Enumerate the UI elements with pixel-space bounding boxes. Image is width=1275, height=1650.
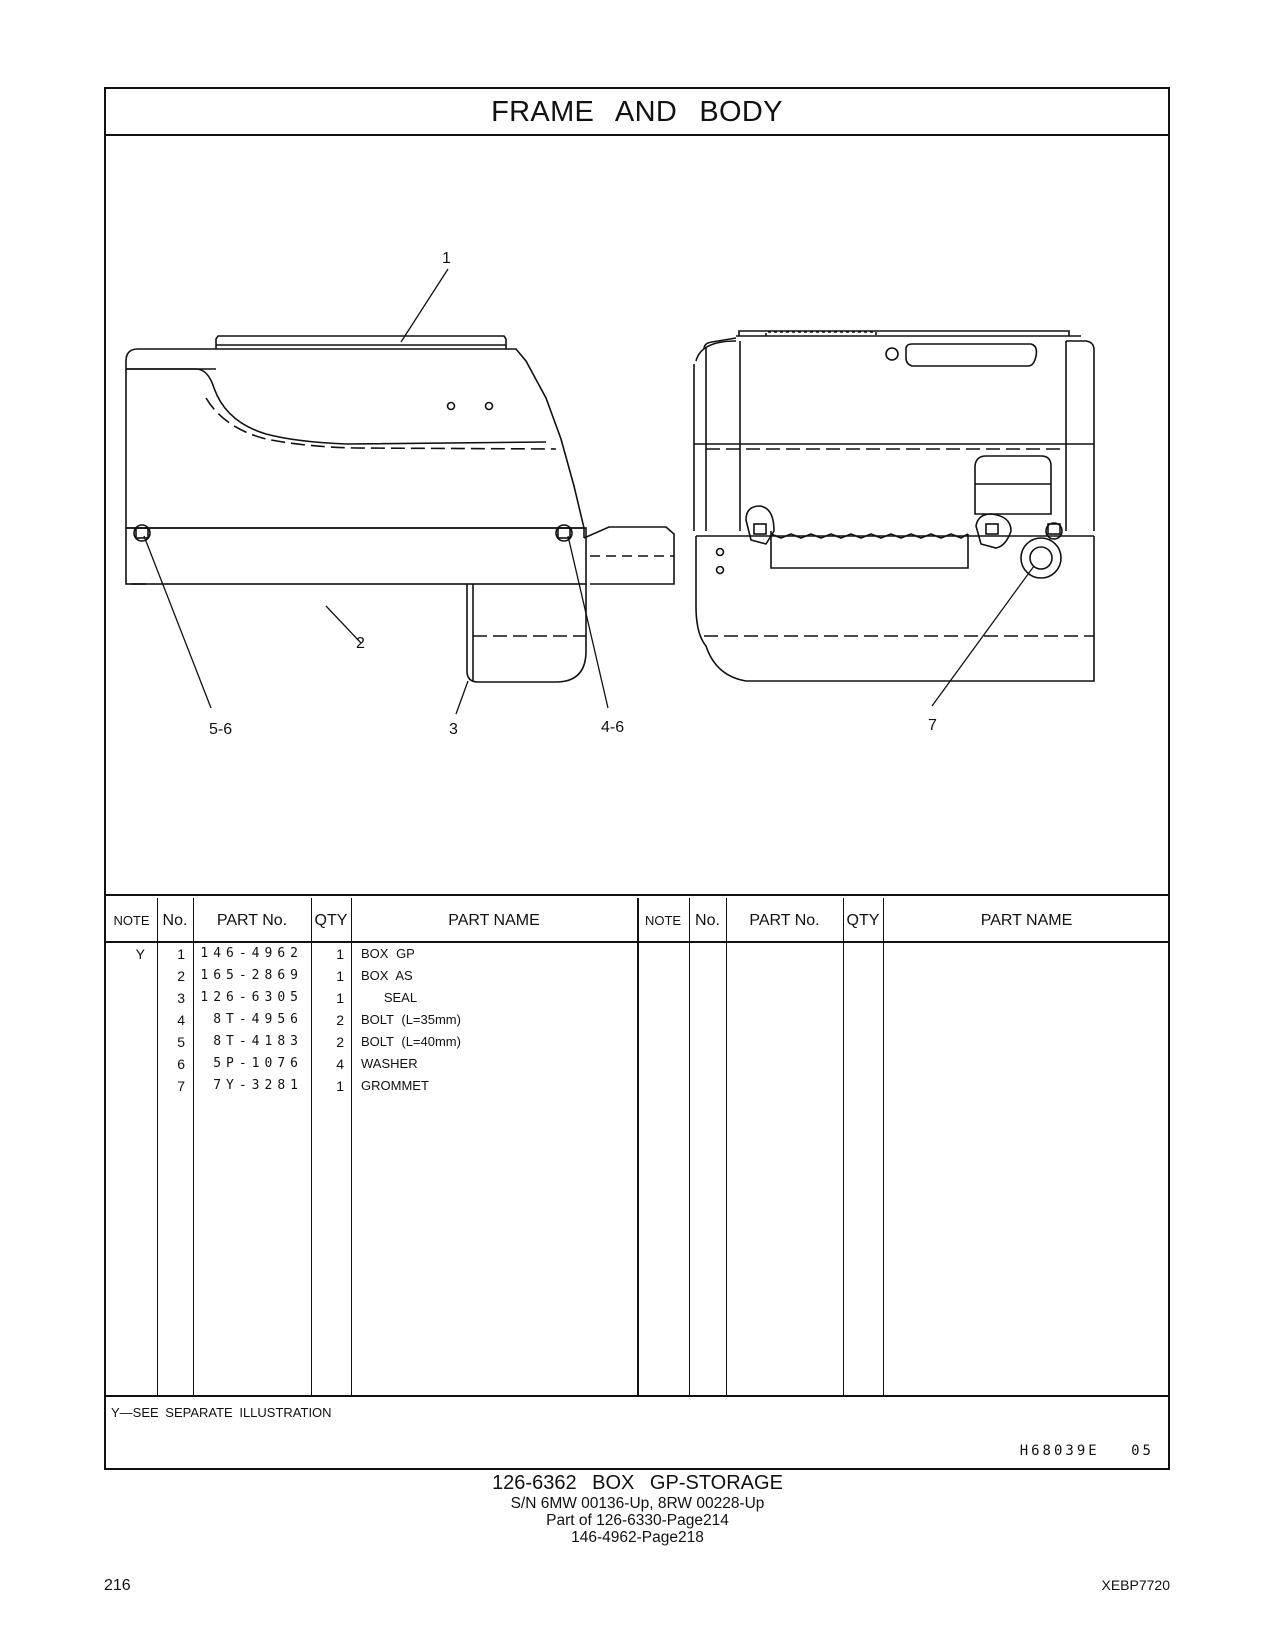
- row-note: [106, 1053, 157, 1075]
- parts-page-frame: [104, 87, 1170, 1470]
- row-part-name: BOX AS: [361, 968, 413, 983]
- row-no: 6: [177, 1056, 185, 1072]
- row-note: [106, 1009, 157, 1031]
- row-note: Y: [135, 946, 145, 962]
- row-no: 7: [177, 1078, 185, 1094]
- row-qty: 2: [336, 1034, 344, 1050]
- table-row: [106, 1053, 651, 1075]
- header-part-name: PART NAME: [448, 912, 540, 929]
- footnote-area: [106, 1397, 1168, 1472]
- row-part-name: BOLT (L=40mm): [361, 1034, 461, 1049]
- header-note-2: NOTE: [644, 913, 682, 928]
- parts-illustration: [106, 136, 1168, 896]
- callout-4-6: 4-6: [601, 719, 625, 736]
- row-no: 1: [177, 946, 185, 962]
- row-qty: 4: [336, 1056, 344, 1072]
- table-header: [106, 898, 1168, 943]
- col-divider: [883, 898, 884, 1395]
- header-qty-2: QTY: [846, 912, 880, 929]
- page-title: FRAME AND BODY: [491, 96, 783, 128]
- header-part-no-2: PART No.: [749, 912, 820, 929]
- row-no: 4: [177, 1012, 185, 1028]
- row-part-name: BOX GP: [361, 946, 415, 961]
- col-divider: [843, 898, 844, 1395]
- row-part-no: 5P-1076: [213, 1056, 303, 1071]
- child-reference: 146-4962-Page218: [571, 1529, 704, 1546]
- assembly-caption: 126-6362 BOX GP-STORAGE: [492, 1472, 783, 1494]
- row-part-no: 7Y-3281: [213, 1078, 303, 1093]
- row-no: 2: [177, 968, 185, 984]
- header-part-no: PART No.: [216, 912, 288, 929]
- table-row: [106, 987, 651, 1009]
- header-no-2: No.: [695, 912, 720, 929]
- footnote: Y—SEE SEPARATE ILLUSTRATION: [111, 1405, 332, 1420]
- table-row: [106, 965, 651, 987]
- row-part-no: 146-4962: [200, 946, 303, 961]
- col-divider: [726, 898, 727, 1395]
- row-part-name: BOLT (L=35mm): [361, 1012, 461, 1027]
- header-note: NOTE: [113, 913, 150, 928]
- side-view: [126, 336, 674, 682]
- row-part-no: 126-6305: [200, 990, 303, 1005]
- rear-view: [694, 331, 1094, 681]
- callout-1: 1: [442, 250, 451, 267]
- header-part-name-2: PART NAME: [980, 912, 1073, 929]
- row-qty: 1: [336, 990, 344, 1006]
- parent-reference: Part of 126-6330-Page214: [546, 1512, 729, 1529]
- table-row: [106, 1075, 651, 1097]
- row-part-no: 165-2869: [200, 968, 303, 983]
- row-qty: 1: [336, 968, 344, 984]
- callout-3: 3: [449, 721, 458, 738]
- table-row: [106, 943, 651, 965]
- row-part-name: GROMMET: [361, 1078, 429, 1093]
- row-no: 5: [177, 1034, 185, 1050]
- header-no: No.: [162, 912, 188, 929]
- callout-2: 2: [356, 635, 365, 652]
- table-row: [106, 1009, 651, 1031]
- table-row: [106, 1031, 651, 1053]
- row-note: [106, 1075, 157, 1097]
- row-part-no: 8T-4183: [213, 1034, 303, 1049]
- row-qty: 2: [336, 1012, 344, 1028]
- row-no: 3: [177, 990, 185, 1006]
- page-number: 216: [104, 1577, 131, 1594]
- title-bar: [106, 89, 1168, 136]
- callout-5-6: 5-6: [209, 721, 233, 738]
- row-part-no: 8T-4956: [213, 1012, 303, 1027]
- callout-7: 7: [928, 717, 937, 734]
- row-note: [106, 1031, 157, 1053]
- col-divider: [689, 898, 690, 1395]
- header-qty: QTY: [314, 912, 348, 929]
- row-note: [106, 965, 157, 987]
- box-drawing: [106, 136, 1172, 896]
- serial-range: S/N 6MW 00136-Up, 8RW 00228-Up: [510, 1495, 765, 1512]
- parts-table: [106, 898, 1168, 1397]
- row-part-name: WASHER: [361, 1056, 418, 1071]
- row-qty: 1: [336, 946, 344, 962]
- row-part-name: SEAL: [361, 990, 418, 1005]
- document-code: XEBP7720: [1101, 1577, 1170, 1593]
- row-qty: 1: [336, 1078, 344, 1094]
- illustration-code: H68039E 05: [1019, 1443, 1154, 1459]
- row-note: [106, 987, 157, 1009]
